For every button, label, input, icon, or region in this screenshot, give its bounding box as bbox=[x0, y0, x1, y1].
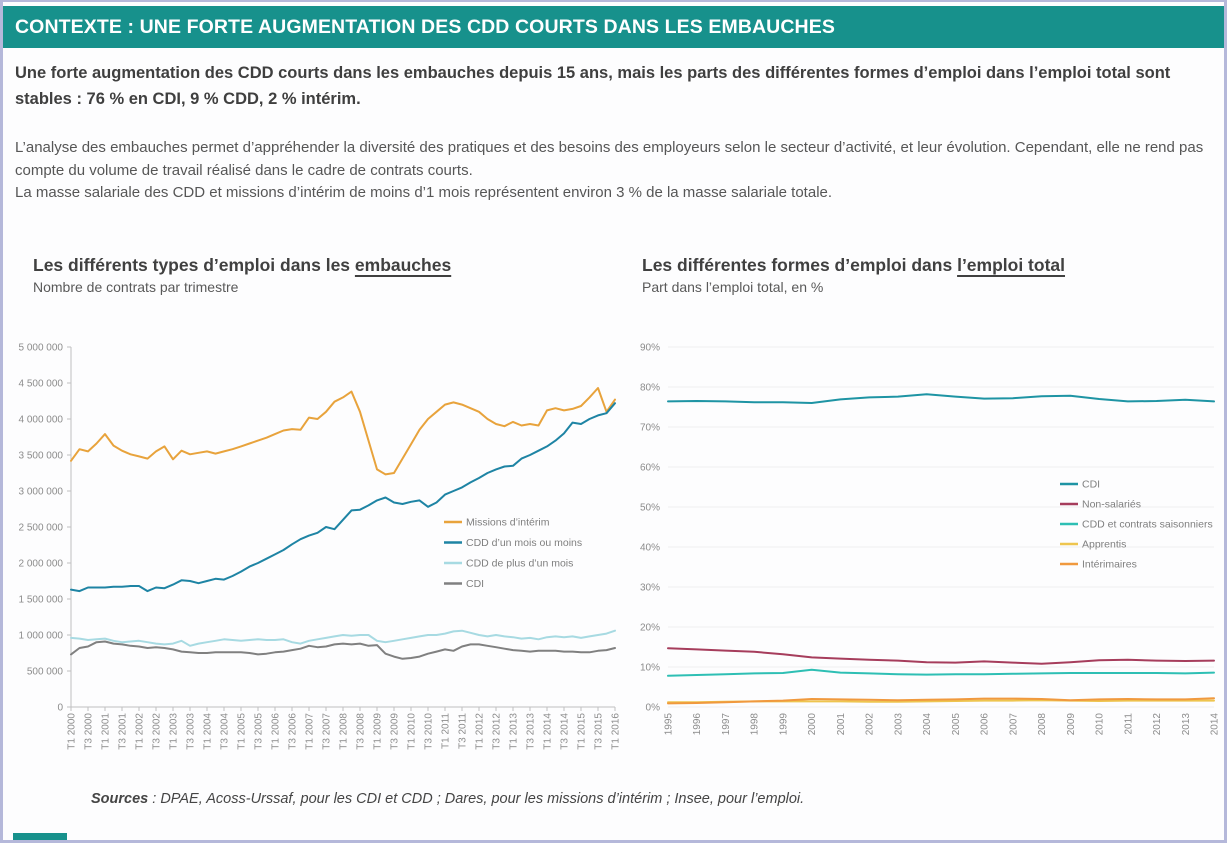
svg-text:60%: 60% bbox=[639, 462, 660, 474]
chart-title-embauches bbox=[11, 255, 623, 276]
svg-text:T3 2014: T3 2014 bbox=[559, 712, 571, 750]
chart-block-emploi-total bbox=[628, 255, 1224, 765]
chart-title-embauches-main: Les différents types d’emploi dans les bbox=[33, 254, 355, 275]
svg-text:4 000 000: 4 000 000 bbox=[18, 414, 63, 426]
svg-text:T1 2016: T1 2016 bbox=[610, 712, 622, 750]
svg-text:T1 2001: T1 2001 bbox=[100, 712, 112, 750]
svg-text:T3 2010: T3 2010 bbox=[423, 712, 435, 750]
svg-text:T1 2015: T1 2015 bbox=[576, 712, 588, 750]
chart-subtitle-embauches: Nombre de contrats par trimestre bbox=[33, 278, 239, 295]
svg-text:2007: 2007 bbox=[1008, 712, 1020, 735]
section-title: CONTEXTE : UNE FORTE AUGMENTATION DES CDD COURTS DANS LES EMBAUCHES bbox=[15, 15, 835, 38]
charts-row bbox=[3, 255, 1224, 765]
sources-label: Sources bbox=[91, 790, 149, 807]
svg-text:T3 2012: T3 2012 bbox=[491, 712, 503, 750]
svg-text:10%: 10% bbox=[639, 662, 660, 674]
svg-text:T1 2000: T1 2000 bbox=[66, 712, 78, 750]
svg-text:T1 2014: T1 2014 bbox=[542, 712, 554, 750]
svg-text:CDI: CDI bbox=[466, 577, 485, 590]
next-section-banner-stub bbox=[13, 833, 67, 840]
svg-text:2013: 2013 bbox=[1180, 712, 1192, 735]
svg-text:2011: 2011 bbox=[1123, 712, 1135, 735]
svg-text:T1 2002: T1 2002 bbox=[134, 712, 146, 750]
svg-text:2 500 000: 2 500 000 bbox=[18, 522, 63, 534]
lead-statement: Une forte augmentation des CDD courts dans les embauches depuis 15 ans, mais les parts des différentes formes d’emploi dans l’emploi total sont stables : 76 % en CDI, 9 % CDD, 2 % intérim. bbox=[15, 64, 1171, 108]
svg-text:2001: 2001 bbox=[835, 712, 847, 735]
svg-text:CDI: CDI bbox=[1082, 478, 1101, 491]
svg-text:40%: 40% bbox=[639, 542, 660, 554]
svg-text:30%: 30% bbox=[639, 582, 660, 594]
svg-text:T3 2002: T3 2002 bbox=[151, 712, 163, 750]
body-paragraph bbox=[15, 137, 1206, 205]
svg-text:T3 2004: T3 2004 bbox=[219, 712, 231, 750]
svg-text:CDD de plus d’un mois: CDD de plus d’un mois bbox=[466, 557, 574, 570]
svg-text:3 500 000: 3 500 000 bbox=[18, 450, 63, 462]
svg-text:Non-salariés: Non-salariés bbox=[1082, 498, 1141, 511]
svg-text:T1 2007: T1 2007 bbox=[304, 712, 316, 750]
svg-text:Intérimaires: Intérimaires bbox=[1082, 558, 1137, 571]
svg-text:T1 2010: T1 2010 bbox=[406, 712, 418, 750]
svg-text:1995: 1995 bbox=[663, 712, 675, 735]
svg-text:T1 2005: T1 2005 bbox=[236, 712, 248, 750]
svg-text:4 500 000: 4 500 000 bbox=[18, 378, 63, 390]
svg-text:5 000 000: 5 000 000 bbox=[18, 342, 63, 354]
svg-text:CDD et contrats saisonniers: CDD et contrats saisonniers bbox=[1082, 518, 1213, 531]
svg-text:90%: 90% bbox=[639, 342, 660, 354]
chart-title-embauches-underlined: embauches bbox=[354, 254, 452, 275]
svg-text:2 000 000: 2 000 000 bbox=[18, 558, 63, 570]
svg-text:20%: 20% bbox=[639, 622, 660, 634]
svg-text:2009: 2009 bbox=[1065, 712, 1077, 735]
emploi-total-line-chart bbox=[628, 335, 1224, 765]
svg-text:T3 2000: T3 2000 bbox=[83, 712, 95, 750]
section-header-banner bbox=[3, 6, 1224, 48]
chart-title-emploi-total bbox=[628, 255, 1224, 276]
svg-text:T1 2004: T1 2004 bbox=[202, 712, 214, 750]
sources-text: : DPAE, Acoss-Urssaf, pour les CDI et CDD ; Dares, pour les missions d’intérim ; Insee, pour l’emploi. bbox=[148, 790, 805, 807]
svg-text:T3 2008: T3 2008 bbox=[355, 712, 367, 750]
svg-text:T3 2006: T3 2006 bbox=[287, 712, 299, 750]
svg-text:T1 2008: T1 2008 bbox=[338, 712, 350, 750]
body-line-1: L’analyse des embauches permet d’appréhender la diversité des pratiques et des besoins des employeurs selon le secteur d’activité, et leur évolution. Cependant, elle ne rend pas compte du volume de travail réalisé dans le cadre de contrats courts. bbox=[15, 139, 1204, 179]
svg-text:2012: 2012 bbox=[1152, 712, 1164, 735]
svg-text:500 000: 500 000 bbox=[26, 666, 63, 678]
svg-text:T1 2003: T1 2003 bbox=[168, 712, 180, 750]
svg-text:1996: 1996 bbox=[692, 712, 704, 735]
svg-text:70%: 70% bbox=[639, 422, 660, 434]
chart-title-emploi-total-main: Les différentes formes d’emploi dans bbox=[642, 254, 958, 275]
svg-text:T3 2015: T3 2015 bbox=[593, 712, 605, 750]
svg-text:CDD d’un mois ou moins: CDD d’un mois ou moins bbox=[466, 536, 583, 549]
svg-text:2005: 2005 bbox=[950, 712, 962, 735]
svg-text:2003: 2003 bbox=[893, 712, 905, 735]
body-line-2: La masse salariale des CDD et missions d’intérim de moins d’1 mois représentent environ 3 % de la masse salariale totale. bbox=[15, 184, 833, 202]
chart-title-emploi-total-underlined: l’emploi total bbox=[957, 254, 1066, 275]
svg-text:2006: 2006 bbox=[979, 712, 991, 735]
svg-text:T3 2005: T3 2005 bbox=[253, 712, 265, 750]
svg-text:2000: 2000 bbox=[807, 712, 819, 735]
svg-text:1999: 1999 bbox=[778, 712, 790, 735]
svg-text:2002: 2002 bbox=[864, 712, 876, 735]
sources-note bbox=[3, 791, 1224, 807]
svg-text:T1 2012: T1 2012 bbox=[474, 712, 486, 750]
svg-text:2004: 2004 bbox=[922, 712, 934, 735]
svg-text:80%: 80% bbox=[639, 382, 660, 394]
chart-block-embauches bbox=[11, 255, 623, 765]
svg-text:T3 2011: T3 2011 bbox=[457, 712, 469, 749]
svg-text:Apprentis: Apprentis bbox=[1082, 538, 1127, 551]
svg-text:Missions d’intérim: Missions d’intérim bbox=[466, 516, 550, 529]
svg-text:2014: 2014 bbox=[1209, 712, 1221, 735]
svg-text:T1 2013: T1 2013 bbox=[508, 712, 520, 750]
svg-text:2008: 2008 bbox=[1037, 712, 1049, 735]
svg-text:1997: 1997 bbox=[720, 712, 732, 735]
chart-subtitle-emploi-total: Part dans l’emploi total, en % bbox=[642, 278, 824, 295]
svg-text:0: 0 bbox=[57, 702, 63, 714]
embauches-line-chart bbox=[11, 335, 623, 765]
svg-text:1 500 000: 1 500 000 bbox=[18, 594, 63, 606]
svg-text:T1 2006: T1 2006 bbox=[270, 712, 282, 750]
svg-text:2010: 2010 bbox=[1094, 712, 1106, 735]
svg-text:T3 2009: T3 2009 bbox=[389, 712, 401, 750]
svg-text:0%: 0% bbox=[645, 702, 660, 714]
svg-text:50%: 50% bbox=[639, 502, 660, 514]
svg-text:T3 2001: T3 2001 bbox=[117, 712, 129, 750]
svg-text:1 000 000: 1 000 000 bbox=[18, 630, 63, 642]
svg-text:T1 2011: T1 2011 bbox=[440, 712, 452, 749]
svg-text:T3 2007: T3 2007 bbox=[321, 712, 333, 750]
svg-text:3 000 000: 3 000 000 bbox=[18, 486, 63, 498]
svg-text:T3 2003: T3 2003 bbox=[185, 712, 197, 750]
svg-text:1998: 1998 bbox=[749, 712, 761, 735]
svg-text:T3 2013: T3 2013 bbox=[525, 712, 537, 750]
svg-text:T1 2009: T1 2009 bbox=[372, 712, 384, 750]
